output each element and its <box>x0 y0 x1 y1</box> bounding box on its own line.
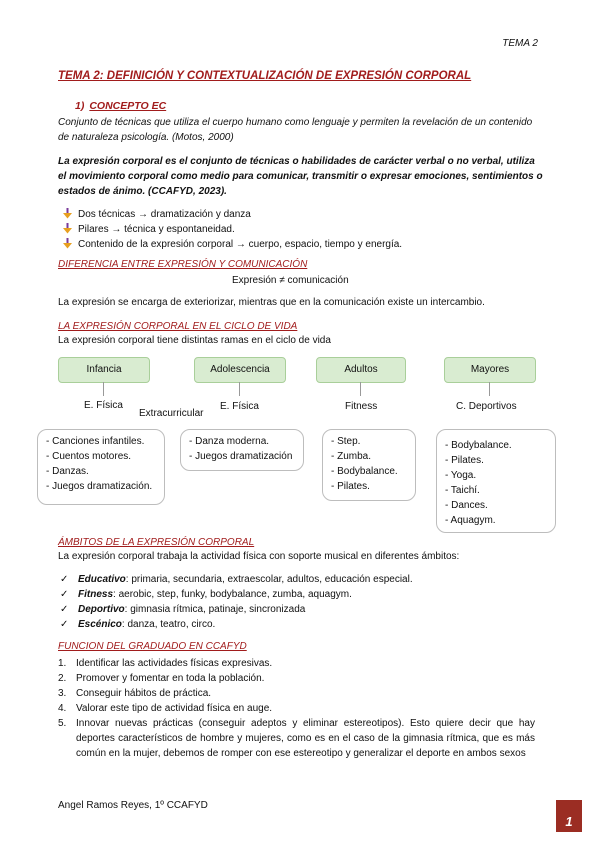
list-item: - Taichí. <box>445 485 480 496</box>
section-heading-concepto <box>75 100 166 112</box>
difference-heading: DIFERENCIA ENTRE EXPRESIÓN Y COMUNICACIÓN <box>58 259 308 270</box>
item-text: Conseguir hábitos de práctica. <box>76 688 212 699</box>
item-number: 1. <box>58 658 67 669</box>
stage-sub-mayores: C. Deportivos <box>456 401 517 412</box>
item-text: Innovar nuevas prácticas (conseguir adeptos y eliminar estereotipos). Esto quiere decir que hay deportes característicos de hombre y mujeres, como es en el caso de la gimnasia rítmica, que es más común en la mujer, debemos de romper con ese estereotipo y generalizar el deporte en ambos sexos <box>76 718 535 759</box>
definition-ccafyd: La expresión corporal es el conjunto de técnicas o habilidades de carácter verbal o no verbal, utiliza el movimiento corporal como medio para comunicar, transmitir o expresar emociones, sentimientos o estados de ánimo. (CCAFYD, 2023). <box>58 156 543 197</box>
list-item <box>62 237 402 252</box>
list-item: - Pilates. <box>445 455 484 466</box>
list-item: - Juegos dramatización <box>189 451 293 462</box>
item-text: Identificar las actividades físicas expresivas. <box>76 658 273 669</box>
lifecycle-intro: La expresión corporal tiene distintas ramas en el ciclo de vida <box>58 335 331 346</box>
activities-infancia <box>37 429 165 505</box>
stage-adolescencia: Adolescencia <box>194 357 286 383</box>
item-number: 4. <box>58 703 67 714</box>
stage-sub-infancia: E. Física <box>84 400 123 411</box>
stage-infancia: Infancia <box>58 357 150 383</box>
bullet-text: Dos técnicas → dramatización y danza <box>78 209 251 220</box>
stage-adultos: Adultos <box>316 357 406 383</box>
ambito-text: : aerobic, step, funky, bodybalance, zumba, aquagym. <box>113 589 352 600</box>
connector-line <box>239 382 240 396</box>
extracurricular-label: Extracurricular <box>139 408 204 419</box>
section-label: CONCEPTO EC <box>89 100 167 112</box>
ambito-label: Educativo <box>78 574 126 585</box>
ambito-label: Escénico <box>78 619 122 630</box>
difference-text: La expresión se encarga de exteriorizar, mientras que en la comunicación existe un intercambio. <box>58 297 485 308</box>
bullet-text: Pilares → técnica y espontaneidad. <box>78 224 235 235</box>
section-number: 1) <box>75 100 85 112</box>
stage-sub-adolescencia: E. Física <box>220 401 259 412</box>
page-number-badge: 1 <box>556 800 582 832</box>
ambito-label: Fitness <box>78 589 114 600</box>
stage-mayores: Mayores <box>444 357 536 383</box>
list-item <box>62 222 402 237</box>
activities-adultos <box>322 429 416 501</box>
item-text: Valorar este tipo de actividad física en auge. <box>76 703 273 714</box>
ambito-text: : primaria, secundaria, extraescolar, adultos, educación especial. <box>125 574 413 585</box>
ambito-text: : gimnasia rítmica, patinaje, sincronizada <box>124 604 306 615</box>
list-item <box>58 716 535 761</box>
item-text: Promover y fomentar en toda la población. <box>76 673 265 684</box>
difference-formula: Expresión ≠ comunicación <box>232 275 349 286</box>
list-item: - Aquagym. <box>445 515 496 526</box>
list-item: - Step. <box>331 436 361 447</box>
activities-adolescencia <box>180 429 304 471</box>
list-item: - Canciones infantiles. <box>46 436 145 447</box>
stage-sub-adultos: Fitness <box>345 401 378 412</box>
list-item <box>58 656 535 671</box>
item-number: 3. <box>58 688 67 699</box>
header-topic: TEMA 2 <box>502 38 538 49</box>
list-item <box>60 572 413 587</box>
list-item: - Zumba. <box>331 451 372 462</box>
list-item: - Danza moderna. <box>189 436 270 447</box>
arrow-bullet-icon <box>62 223 73 234</box>
list-item <box>58 671 535 686</box>
list-item: - Juegos dramatización. <box>46 481 153 492</box>
item-number: 5. <box>58 718 67 729</box>
check-icon: ✓ <box>60 619 69 630</box>
connector-line <box>103 382 104 396</box>
ambitos-heading: ÁMBITOS DE LA EXPRESIÓN CORPORAL <box>58 537 255 548</box>
concept-bullets <box>62 207 402 252</box>
funcion-heading: FUNCION DEL GRADUADO EN CCAFYD <box>58 641 247 652</box>
ambito-label: Deportivo <box>78 604 125 615</box>
list-item: - Danzas. <box>46 466 89 477</box>
funcion-list <box>58 656 535 761</box>
definition-motos: Conjunto de técnicas que utiliza el cuerpo humano como lenguaje y permiten la revelación de un contenido de naturaleza psicología. (Motos, 2000) <box>58 117 533 143</box>
list-item <box>60 587 413 602</box>
check-icon: ✓ <box>60 604 69 615</box>
ambitos-list <box>60 572 413 632</box>
connector-line <box>489 382 490 396</box>
lifecycle-heading: LA EXPRESIÓN CORPORAL EN EL CICLO DE VIDA <box>58 321 298 332</box>
list-item <box>60 617 413 632</box>
check-icon: ✓ <box>60 589 69 600</box>
check-icon: ✓ <box>60 574 69 585</box>
ambito-text: : danza, teatro, circo. <box>121 619 216 630</box>
item-number: 2. <box>58 673 67 684</box>
connector-line <box>360 382 361 396</box>
list-item: - Yoga. <box>445 470 477 481</box>
list-item: - Bodybalance. <box>331 466 398 477</box>
page-title: TEMA 2: DEFINICIÓN Y CONTEXTUALIZACIÓN DE EXPRESIÓN CORPORAL <box>58 70 472 82</box>
activities-mayores <box>436 429 556 533</box>
arrow-bullet-icon <box>62 238 73 249</box>
list-item: - Cuentos motores. <box>46 451 132 462</box>
list-item <box>60 602 413 617</box>
arrow-bullet-icon <box>62 208 73 219</box>
list-item: - Bodybalance. <box>445 440 512 451</box>
list-item: - Dances. <box>445 500 488 511</box>
list-item <box>62 207 402 222</box>
bullet-text: Contenido de la expresión corporal → cuerpo, espacio, tiempo y energía. <box>78 239 403 250</box>
list-item <box>58 701 535 716</box>
footer-author: Angel Ramos Reyes, 1º CCAFYD <box>58 800 208 811</box>
list-item <box>58 686 535 701</box>
list-item: - Pilates. <box>331 481 370 492</box>
ambitos-intro: La expresión corporal trabaja la actividad física con soporte musical en diferentes ámbitos: <box>58 551 460 562</box>
